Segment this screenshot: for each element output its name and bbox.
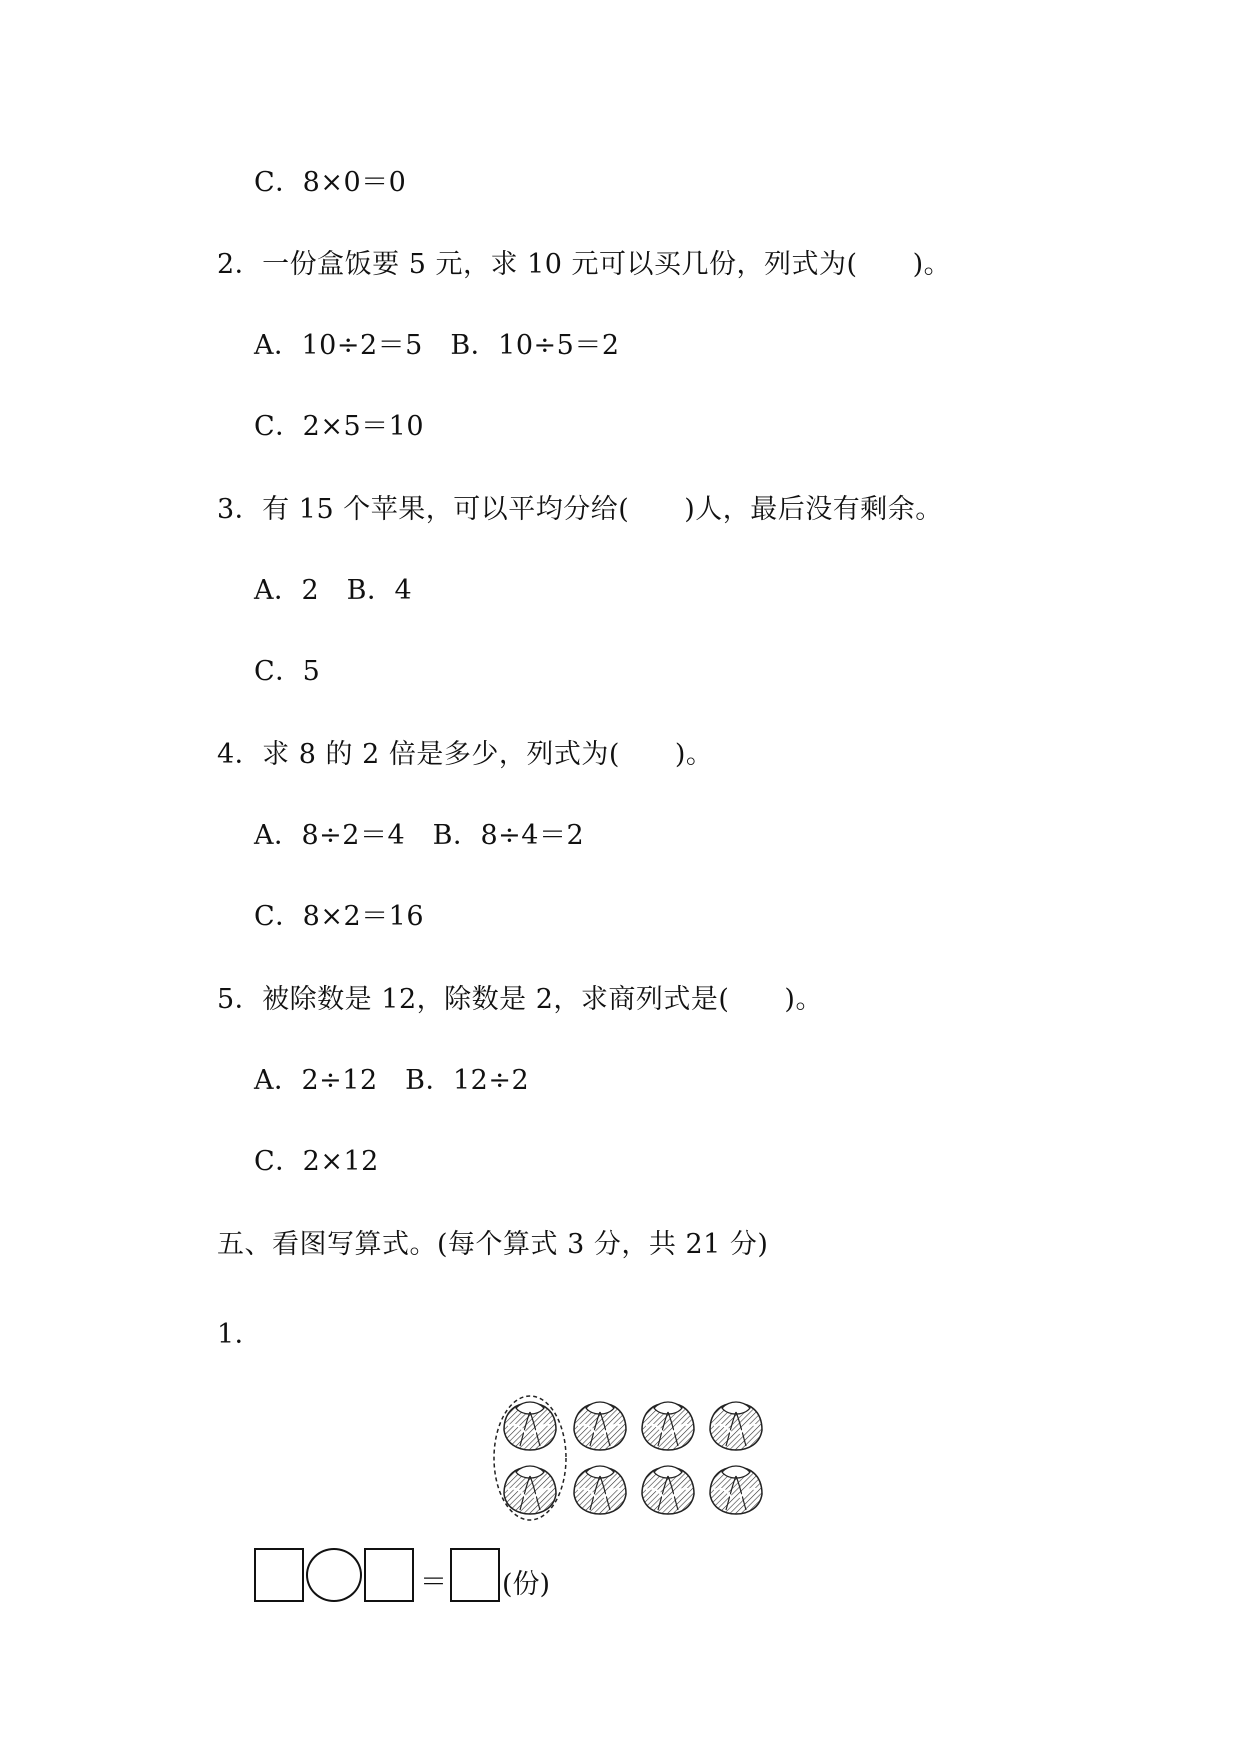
q5-stem: 5．被除数是 12，除数是 2，求商列式是( )。 <box>217 984 823 1015</box>
q3-options-ab: A．2 B．4 <box>254 575 413 606</box>
q2-stem: 2．一份盒饭要 5 元，求 10 元可以买几份，列式为( )。 <box>217 249 952 280</box>
q4-option-c: C．8×2＝16 <box>254 901 424 932</box>
section5-heading: 五、看图写算式。(每个算式 3 分，共 21 分) <box>217 1229 769 1260</box>
operator-circle[interactable] <box>306 1548 362 1602</box>
cabbage-icon <box>710 1466 762 1514</box>
answer-box-result[interactable] <box>450 1548 500 1602</box>
cabbage-figure <box>490 1392 790 1522</box>
q4-stem: 4．求 8 的 2 倍是多少，列式为( )。 <box>217 739 714 770</box>
q3-option-c: C．5 <box>254 656 321 687</box>
q5-option-c: C．2×12 <box>254 1146 379 1177</box>
section5-item1-number: 1． <box>217 1319 263 1350</box>
equals-sign: ＝ <box>420 1567 447 1598</box>
cabbage-icon <box>574 1466 626 1514</box>
q2-options-ab: A．10÷2＝5 B．10÷5＝2 <box>254 330 620 361</box>
unit-label: (份) <box>502 1569 551 1600</box>
cabbage-icon <box>642 1466 694 1514</box>
answer-box-1[interactable] <box>254 1548 304 1602</box>
cabbage-icon <box>574 1402 626 1450</box>
cabbage-icon <box>642 1402 694 1450</box>
cabbage-icon <box>504 1466 556 1514</box>
q2-option-c: C．2×5＝10 <box>254 411 424 442</box>
cabbage-icon <box>504 1402 556 1450</box>
q3-stem: 3．有 15 个苹果，可以平均分给( )人，最后没有剩余。 <box>217 494 943 525</box>
q4-options-ab: A．8÷2＝4 B．8÷4＝2 <box>254 820 585 851</box>
answer-equation <box>254 1548 594 1604</box>
cabbage-icon <box>710 1402 762 1450</box>
q5-options-ab: A．2÷12 B．12÷2 <box>254 1065 530 1096</box>
q1-option-c: C．8×0＝0 <box>254 167 407 198</box>
answer-box-2[interactable] <box>364 1548 414 1602</box>
